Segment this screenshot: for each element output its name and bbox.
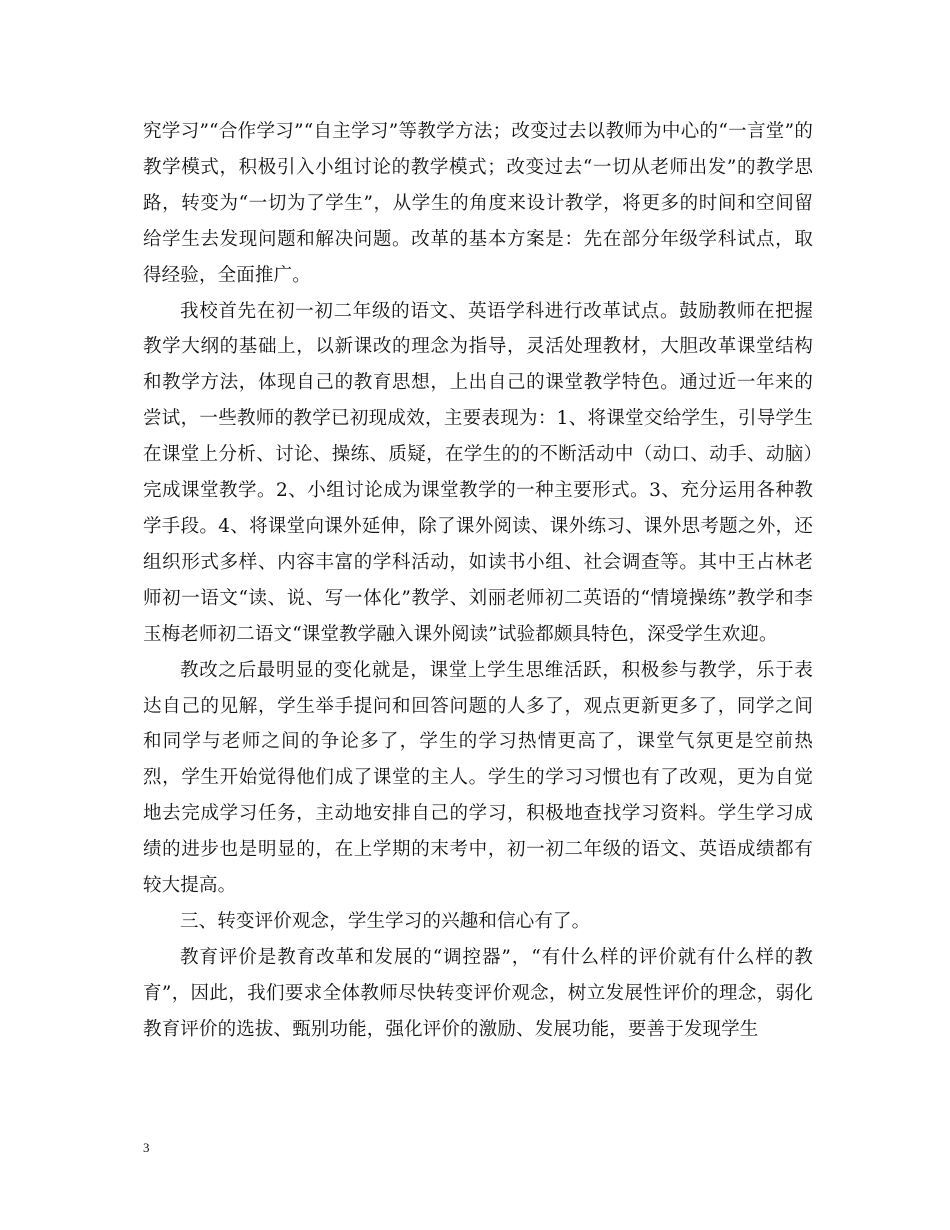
- paragraph-continuation: 究学习”“合作学习”“自主学习”等教学方法；改变过去以教师为中心的“一言堂”的教学模式，积极引入小组讨论的教学模式；改变过去“一切从老师出发”的教学思路，转变为“一切为了学生”，从学生的角度来设计教学，将更多的时间和空间留给学生去发现问题和解决问题。改革的基本方案是：先在部分年级学科试点，取得经验，全面推广。: [143, 121, 813, 286]
- page-body: [143, 114, 813, 1048]
- paragraph-pilot-reform: 我校首先在初一初二年级的语文、英语学科进行改革试点。鼓励教师在把握教学大纲的基础上，以新课改的理念为指导，灵活处理教材，大胆改革课堂结构和教学方法，体现自己的教育思想，上出自己的课堂教学特色。通过近一年来的尝试，一些教师的教学已初现成效，主要表现为：1、将课堂交给学生，引导学生在课堂上分析、讨论、操练、质疑，在学生的的不断活动中（动口、动手、动脑）完成课堂教学。2、小组讨论成为课堂教学的一种主要形式。3、充分运用各种教学手段。4、将课堂向课外延伸，除了课外阅读、课外练习、课外思考题之外，还组织形式多样、内容丰富的学科活动，如读书小组、社会调查等。其中王占林老师初一语文“读、说、写一体化”教学、刘丽老师初二英语的“情境操练”教学和李玉梅老师初二语文“课堂教学融入课外阅读”试验都颇具特色，深受学生欢迎。: [143, 300, 813, 645]
- paragraph-evaluation: 教育评价是教育改革和发展的“调控器”，“有什么样的评价就有什么样的教育”，因此，我们要求全体教师尽快转变评价观念，树立发展性评价的理念，弱化教育评价的选拔、甄别功能，强化评价的激励、发展功能，要善于发现学生: [143, 946, 813, 1040]
- page-number: 3: [143, 1140, 150, 1155]
- section-heading-evaluation: 三、转变评价观念，学生学习的兴趣和信心有了。: [180, 910, 591, 932]
- paragraph-reform-effects: 教改之后最明显的变化就是，课堂上学生思维活跃，积极参与教学，乐于表达自己的见解，学生举手提问和回答问题的人多了，观点更新更多了，同学之间和同学与老师之间的争论多了，学生的学习热情更高了，课堂气氛更是空前热烈，学生开始觉得他们成了课堂的主人。学生的学习习惯也有了改观，更为自觉地去完成学习任务，主动地安排自己的学习，积极地查找学习资料。学生学习成绩的进步也是明显的，在上学期的末考中，初一初二年级的语文、英语成绩都有较大提高。: [143, 659, 813, 897]
